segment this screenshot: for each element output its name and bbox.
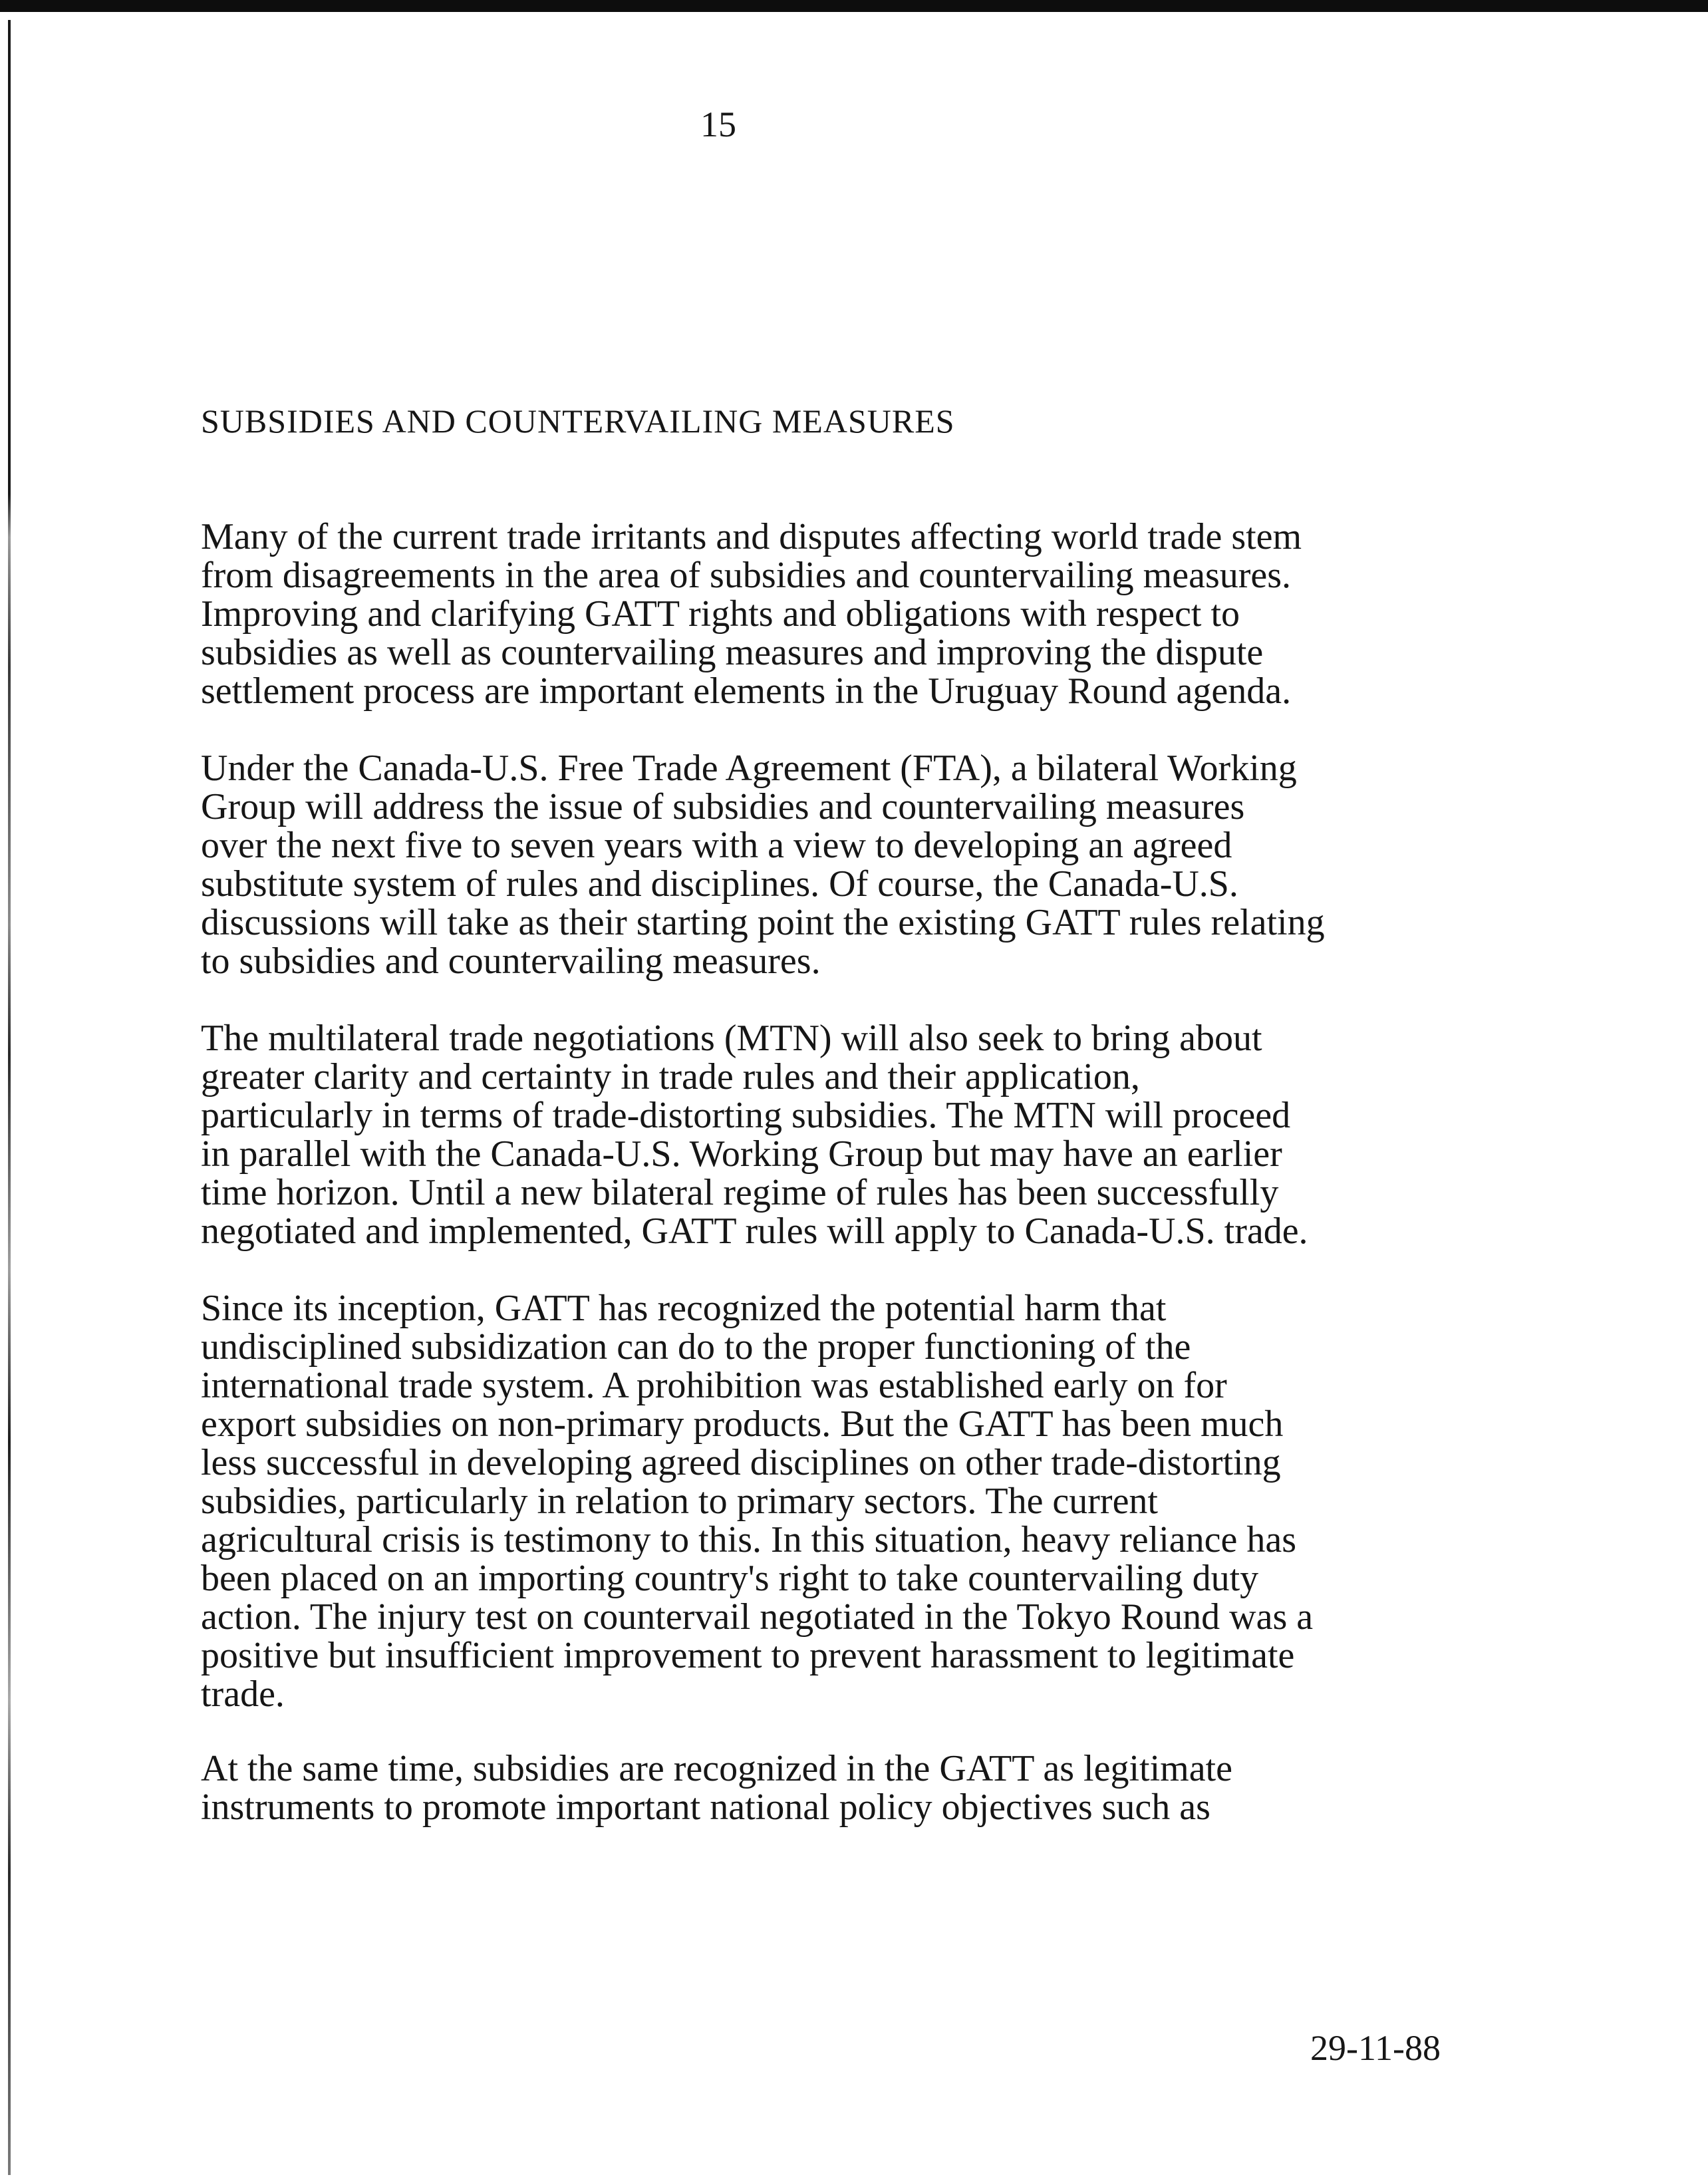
text-line: Since its inception, GATT has recognized the potential harm that — [201, 1288, 1167, 1329]
text-line: positive but insufficient improvement to prevent harassment to legitimate — [201, 1635, 1295, 1676]
text-line: substitute system of rules and disciplines. Of course, the Canada-U.S. — [201, 863, 1238, 905]
paragraph — [201, 1019, 1308, 1250]
text-line: instruments to promote important national policy objectives such as — [201, 1787, 1210, 1828]
top-border — [0, 0, 1708, 12]
text-line: time horizon. Until a new bilateral regime of rules has been successfully — [201, 1172, 1279, 1213]
text-line: particularly in terms of trade-distorting subsidies. The MTN will proceed — [201, 1095, 1291, 1136]
text-line: negotiated and implemented, GATT rules will apply to Canada-U.S. trade. — [201, 1211, 1308, 1252]
text-line: subsidies, particularly in relation to primary sectors. The current — [201, 1481, 1158, 1522]
text-line: Many of the current trade irritants and disputes affecting world trade stem — [201, 516, 1302, 557]
date-stamp: 29-11-88 — [1310, 2028, 1441, 2068]
text-line: agricultural crisis is testimony to this. In this situation, heavy reliance has — [201, 1519, 1296, 1560]
section-heading: SUBSIDIES AND COUNTERVAILING MEASURES — [201, 402, 955, 440]
text-line: been placed on an importing country's right to take countervailing duty — [201, 1558, 1259, 1599]
paragraph — [201, 1289, 1313, 1713]
text-line: discussions will take as their starting point the existing GATT rules relating — [201, 902, 1325, 943]
text-line: The multilateral trade negotiations (MTN) will also seek to bring about — [201, 1018, 1262, 1059]
paragraph — [201, 517, 1302, 710]
text-line: settlement process are important elements in the Uruguay Round agenda. — [201, 670, 1292, 712]
text-line: international trade system. A prohibition was established early on for — [201, 1365, 1227, 1406]
text-line: over the next five to seven years with a view to developing an agreed — [201, 825, 1232, 866]
text-line: subsidies as well as countervailing measures and improving the dispute — [201, 632, 1264, 673]
text-line: greater clarity and certainty in trade rules and their application, — [201, 1056, 1140, 1097]
text-line: trade. — [201, 1674, 285, 1715]
paragraph — [201, 1749, 1232, 1826]
text-line: Group will address the issue of subsidies and countervailing measures — [201, 786, 1245, 827]
page-number: 15 — [700, 104, 736, 144]
text-line: Improving and clarifying GATT rights and obligations with respect to — [201, 593, 1240, 635]
text-line: Under the Canada-U.S. Free Trade Agreement (FTA), a bilateral Working — [201, 748, 1297, 789]
left-page-edge — [8, 20, 11, 2175]
text-line: less successful in developing agreed disciplines on other trade-distorting — [201, 1442, 1281, 1483]
text-line: action. The injury test on countervail negotiated in the Tokyo Round was a — [201, 1596, 1314, 1638]
text-line: export subsidies on non-primary products. But the GATT has been much — [201, 1403, 1284, 1445]
text-line: from disagreements in the area of subsidies and countervailing measures. — [201, 555, 1292, 596]
text-line: undisciplined subsidization can do to the proper functioning of the — [201, 1326, 1191, 1368]
text-line: At the same time, subsidies are recognized in the GATT as legitimate — [201, 1748, 1232, 1789]
text-line: to subsidies and countervailing measures. — [201, 941, 821, 982]
paragraph — [201, 749, 1325, 980]
text-line: in parallel with the Canada-U.S. Working Group but may have an earlier — [201, 1133, 1282, 1175]
